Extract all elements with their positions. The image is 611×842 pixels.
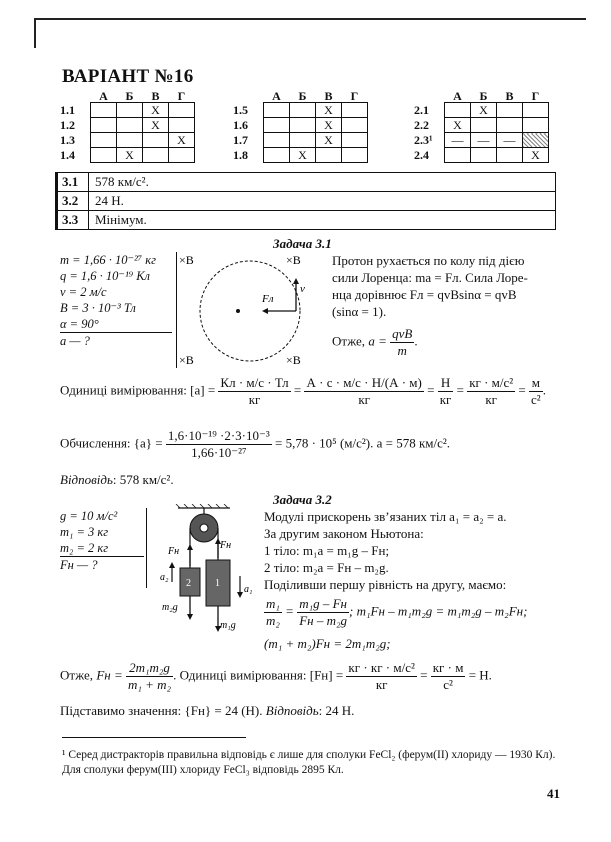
left-rule [34, 18, 36, 48]
answer-row [233, 148, 368, 163]
column-letter: В [324, 89, 333, 103]
units-fraction [431, 660, 466, 693]
answer-cell [342, 103, 368, 118]
answer-row [414, 103, 549, 118]
velocity-label: v [300, 283, 305, 295]
task-31-heading: Задача 3.1 [273, 236, 332, 251]
answer-cell [342, 148, 368, 163]
task-31-calc [60, 428, 450, 461]
block-2-label: 2 [186, 578, 191, 589]
task-31-given [60, 252, 178, 349]
answer-cell: X [143, 118, 169, 133]
frac-bottom: 1,66·10⁻²⁷ [191, 445, 247, 460]
answer-cell [523, 133, 549, 148]
answer-row [60, 103, 195, 118]
answer-row [414, 118, 549, 133]
column-letter: Г [350, 89, 359, 103]
calc-fraction [166, 428, 272, 461]
frac-bottom: m₁ + m₂ [127, 677, 172, 692]
open-answer-row [57, 192, 556, 211]
units-fraction [529, 375, 543, 408]
header-spacer [414, 90, 445, 103]
fn-equals: Fн = [96, 667, 123, 683]
answer-cell [91, 103, 117, 118]
question-number: 1.7 [233, 133, 248, 147]
answer-table-1 [60, 90, 195, 163]
open-answers-table [55, 172, 556, 230]
given-item: g = 10 м/с² [60, 509, 118, 523]
frac-top: м [529, 375, 543, 392]
text-line: 2 тіло: m₂a = Fн – m₂g. [264, 560, 389, 575]
answer-cell [264, 133, 290, 148]
units-fraction [467, 375, 515, 408]
task-31-text [332, 252, 528, 320]
top-rule [34, 18, 586, 20]
subst-text: Підставимо значення: {Fн} = 24 (Н). [60, 703, 263, 718]
given-item: m₂ = 2 кг [60, 541, 109, 555]
frac-bottom: m [397, 343, 407, 358]
task-32-ratio: $\frac{\text{m₁}}{\text{m₂}}$ = $\frac{\text{m₁g – Fн}}{\text{Fн – m₂g}}$ ; m₁Fн – m₁m₂g = m₁m₂g – m₂Fн; [266, 596, 528, 628]
answer-cell: X [169, 133, 195, 148]
answer-cell [497, 103, 523, 118]
frac-top: qvB [392, 326, 413, 341]
answer-cell [264, 118, 290, 133]
answer-cell [497, 118, 523, 133]
answer-cell: — [497, 133, 523, 148]
frac-top: кг · кг · м/с² [348, 660, 415, 675]
task-32-text [264, 508, 506, 593]
tension-arrowhead [187, 544, 193, 550]
answer-cell [471, 118, 497, 133]
given-item: α = 90° [60, 317, 99, 331]
answer-cell [523, 118, 549, 133]
page-title: ВАРІАНТ №16 [62, 66, 194, 87]
table-header [414, 90, 549, 103]
calc-label: Обчислення: {a} = [60, 435, 163, 451]
accel-label: a₂ [160, 572, 169, 583]
answer-cell [117, 118, 143, 133]
task-32-result: Отже, Fн = $\frac{\text{2m₁m₂g}}{\text{m₁ + m₂}}$ . Одиниці вимірювання: [Fн] = $\frac{\text{кг · кг · м/с²}}{кг}$ = $\frac{кг \cdot м}{\text{с²}}$ = Н. [60, 660, 492, 692]
pulley-axle [200, 524, 208, 532]
accel-label: a₁ [244, 584, 253, 595]
footnote: ¹ Серед дистракторів правильна відповідь є лише для сполуки FeCl₂ (ферум(II) хлориду — 1930 Кл). Для сполуки ферум(III) хлориду FeCl₃ відповідь 2895 Кл. [62, 749, 556, 776]
open-answer-row [57, 211, 556, 230]
column-letter: Б [298, 89, 307, 103]
ratio-rest: ; m₁Fн – m₁m₂g = m₁m₂g – m₂Fн; [349, 603, 528, 619]
answer-table-2 [233, 90, 368, 163]
answer-row [233, 118, 368, 133]
given-item: B = 3 · 10⁻³ Тл [60, 301, 136, 315]
answer-cell [117, 133, 143, 148]
text-line: 1 тіло: m₁a = m₁g – Fн; [264, 543, 390, 558]
open-answer-text: 24 Н. [89, 192, 556, 211]
given-item: v = 2 м/с [60, 285, 107, 299]
velocity-arrowhead [293, 278, 299, 284]
answer-cell [342, 118, 368, 133]
open-answer-num: 3.2 [57, 192, 89, 211]
question-number: 1.8 [233, 148, 248, 162]
answer-value: : 578 км/с². [112, 472, 174, 487]
answer-cell: X [523, 148, 549, 163]
task-31-units: Одиниці вимірювання: [a] = $\frac{Кл \cdot м/с \cdot Тл}{кг}$ = $\frac{А \cdot с \cdot м/с \cdot Н/(А \cdot м)}{кг}$ = $\frac{Н}{кг}$ = $\frac{\text{кг · м/с²}}{кг}$ = $\frac{м}{\text{с²}}$ . [60, 375, 546, 407]
frac-top: кг · м [432, 660, 464, 675]
answer-cell [471, 148, 497, 163]
force-label: Fл [262, 293, 274, 305]
answer-row [414, 148, 549, 163]
a-equals: a = [368, 333, 387, 349]
units-fraction [346, 660, 416, 693]
answer-table-3 [414, 90, 549, 163]
answer-row [233, 133, 368, 148]
text-line: Протон рухається по колу під дією [332, 253, 525, 268]
answer-cell [169, 103, 195, 118]
table-header [233, 90, 368, 103]
a-fraction [390, 326, 414, 359]
then-word: Отже, [60, 667, 94, 683]
answer-cell [264, 103, 290, 118]
answer-value: : 24 Н. [318, 703, 355, 718]
given-item: m₁ = 3 кг [60, 525, 109, 539]
frac-top: m₁g – Fн [299, 596, 348, 611]
answer-cell: X [290, 148, 316, 163]
column-letter: Г [531, 89, 540, 103]
open-answer-row [57, 173, 556, 192]
answer-cell [316, 148, 342, 163]
answer-cell: X [471, 103, 497, 118]
column-letter: В [505, 89, 514, 103]
question-number: 1.1 [60, 103, 75, 117]
tension-label: Fн [220, 540, 232, 551]
answer-cell [169, 148, 195, 163]
given-unknown: a — ? [60, 332, 172, 349]
answer-row [60, 148, 195, 163]
ratio-fraction [264, 596, 282, 629]
answer-cell [143, 133, 169, 148]
answer-row [233, 103, 368, 118]
question-number: 2.3¹ [414, 133, 433, 147]
field-label: ×B [286, 253, 301, 267]
units-fraction [304, 375, 423, 408]
column-letter: Б [125, 89, 134, 103]
then-word: Отже, [332, 333, 366, 349]
answer-row [60, 118, 195, 133]
answer-cell [169, 118, 195, 133]
text-line: сили Лоренца: ma = Fл. Сила Лоре- [332, 270, 528, 285]
column-letter: Г [177, 89, 186, 103]
answer-cell [290, 103, 316, 118]
tension-label: Fн [168, 546, 180, 557]
page-number: 41 [547, 786, 560, 801]
answer-row [414, 133, 549, 148]
pulley-figure [146, 504, 258, 642]
answer-label: Відповідь [265, 703, 319, 718]
task-32-given [60, 508, 148, 573]
frac-bottom: m₂ [266, 613, 280, 628]
field-label: ×B [179, 253, 194, 267]
footnote-rule [62, 737, 246, 738]
field-label: ×B [286, 353, 301, 367]
open-answer-text: 578 км/с². [89, 173, 556, 192]
given-unknown: Fн — ? [60, 556, 144, 573]
open-answer-num: 3.1 [57, 173, 89, 192]
answer-cell [91, 118, 117, 133]
column-letter: А [272, 89, 281, 103]
answer-cell: X [316, 118, 342, 133]
answer-cell: X [117, 148, 143, 163]
question-number: 2.1 [414, 103, 429, 117]
answer-cell [143, 148, 169, 163]
frac-top: 2m₁m₂g [126, 660, 173, 677]
answer-cell [91, 148, 117, 163]
question-number: 1.6 [233, 118, 248, 132]
question-number: 1.2 [60, 118, 75, 132]
column-letter: А [453, 89, 462, 103]
answer-cell [342, 133, 368, 148]
open-answer-text: Мінімум. [89, 211, 556, 230]
task-31-result: Отже, a = $\frac{\text{qvB}}{m}$ . [332, 326, 418, 358]
frac-bottom: кг [248, 392, 261, 407]
frac-top: m₁ [266, 596, 280, 611]
gravity-label: m₂g [162, 602, 178, 613]
ratio-fraction [297, 596, 349, 629]
column-letter: Б [479, 89, 488, 103]
open-answer-num: 3.3 [57, 211, 89, 230]
lorentz-figure [176, 250, 326, 370]
table-header [60, 90, 195, 103]
frac-top: А · с · м/с · Н/(А · м) [306, 375, 422, 390]
answer-row [60, 133, 195, 148]
answer-cell [497, 148, 523, 163]
question-number: 1.3 [60, 133, 75, 147]
answer-cell: — [471, 133, 497, 148]
text-line: За другим законом Ньютона: [264, 526, 424, 541]
field-label: ×B [179, 353, 194, 367]
answer-cell [117, 103, 143, 118]
given-item: m = 1,66 · 10⁻²⁷ кг [60, 253, 157, 267]
question-number: 1.4 [60, 148, 75, 162]
frac-top: Кл · м/с · Тл [220, 375, 289, 390]
column-letter: А [99, 89, 108, 103]
header-spacer [233, 90, 264, 103]
frac-bottom: с² [531, 392, 541, 407]
frac-bottom: кг [439, 392, 452, 407]
question-number: 2.2 [414, 118, 429, 132]
answer-cell [290, 133, 316, 148]
answer-cell: X [316, 133, 342, 148]
answer-cell [445, 103, 471, 118]
answer-cell: — [445, 133, 471, 148]
answer-cell [523, 103, 549, 118]
answer-cell [91, 133, 117, 148]
frac-bottom: с² [443, 677, 453, 692]
question-number: 2.4 [414, 148, 429, 162]
answer-label: Відповідь [60, 472, 113, 487]
answer-cell [264, 148, 290, 163]
answer-cell: X [445, 118, 471, 133]
fn-fraction [126, 660, 173, 693]
units-label: Одиниці вимірювання: [a] = [60, 382, 216, 398]
task-32-subst [60, 703, 354, 719]
frac-top: кг · м/с² [469, 375, 514, 390]
block-1-label: 1 [215, 578, 220, 589]
answer-cell: X [316, 103, 342, 118]
frac-top: 1,6·10⁻¹⁹ ·2·3·10⁻³ [167, 428, 270, 443]
given-item: q = 1,6 · 10⁻¹⁹ Кл [60, 269, 151, 283]
answer-cell [290, 118, 316, 133]
frac-bottom: кг [375, 677, 388, 692]
force-arrowhead [262, 308, 268, 314]
text-line: Поділивши першу рівність на другу, маємо: [264, 577, 507, 592]
question-number: 1.5 [233, 103, 248, 117]
answer-cell [445, 148, 471, 163]
task-32-sum: (m₁ + m₂)Fн = 2m₁m₂g; [264, 636, 391, 651]
header-spacer [60, 90, 91, 103]
calc-result: = 5,78 · 10⁵ (м/с²). a = 578 км/с². [275, 435, 451, 451]
text-line: (sinα = 1). [332, 304, 387, 319]
frac-bottom: кг [358, 392, 370, 407]
units-fraction [218, 375, 290, 408]
units-end: = Н. [468, 667, 492, 683]
frac-bottom: кг [485, 392, 497, 407]
units-fraction [438, 375, 454, 408]
text-line: Модулі прискорень зв’язаних тіл a₁ = a₂ = a. [264, 509, 507, 524]
frac-bottom: Fн – m₂g [299, 613, 348, 628]
column-letter: В [151, 89, 160, 103]
gravity-label: m₁g [220, 620, 236, 631]
text-line: нца дорівнює Fл = qvBsinα = qvB [332, 287, 517, 302]
units-label: . Одиниці вимірювання: [Fн] = [173, 667, 344, 683]
answer-cell: X [143, 103, 169, 118]
orbit-center [236, 309, 240, 313]
frac-top: Н [438, 375, 454, 392]
task-32-heading: Задача 3.2 [273, 492, 332, 507]
task-31-answer [60, 472, 174, 488]
